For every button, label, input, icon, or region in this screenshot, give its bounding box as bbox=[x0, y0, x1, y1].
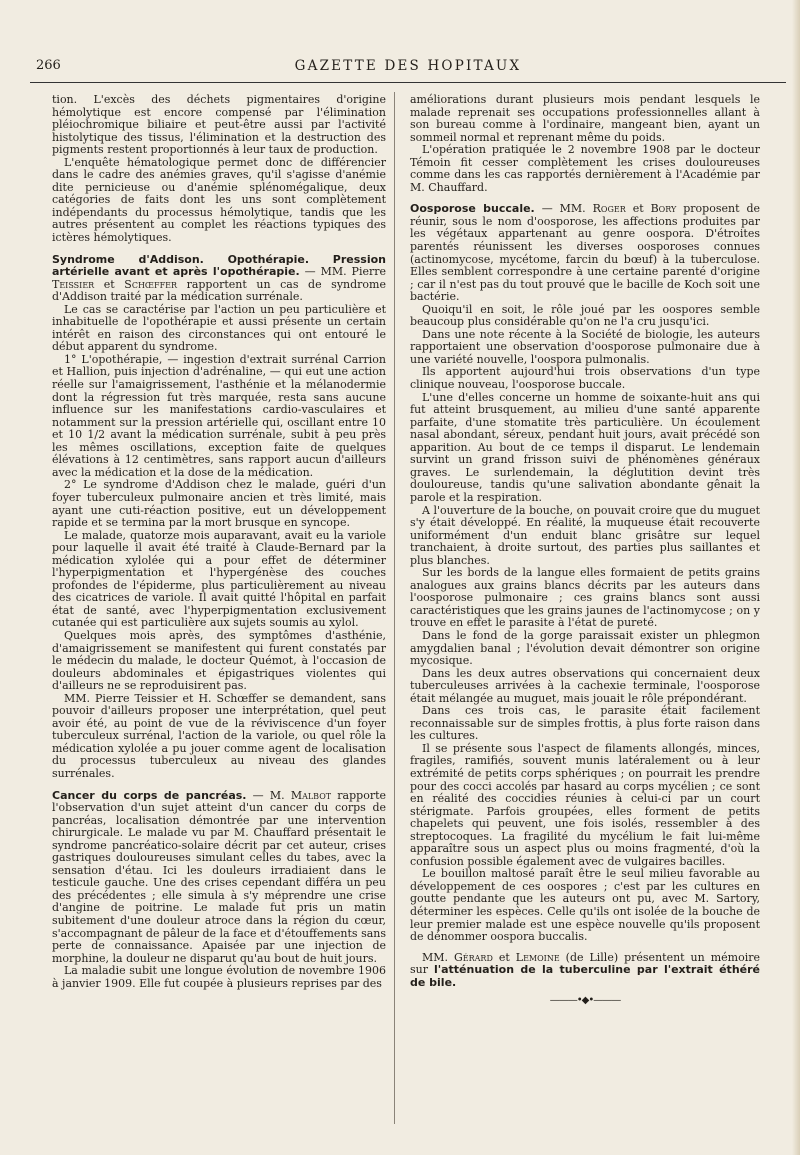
text-run: — M. bbox=[246, 788, 291, 802]
addison-heading: Syndrome d'Addison. Opothérapie. Pression artérielle avant et après l'opothérapie. bbox=[52, 252, 386, 279]
paragraph: améliorations durant plusieurs mois pendant lesquels le malade reprenait ses occupations professionnelles allant à son bureau comme à l'ordinaire, mangeant bien, ayant un sommeil normal et reprenant même du poids. bbox=[410, 93, 760, 144]
gerard-section bbox=[410, 952, 760, 990]
paragraph: L'enquête hématologique permet donc de différencier dans le cadre des anémies graves, qu'il s'agisse d'anémie dite pernicieuse ou d'anémie splénomégalique, deux catégories de faits dont les uns sont complètement indépendants du processus hémolytique, tandis que les autres présentent au complet les réactions typiques des ictères hémolytiques. bbox=[52, 155, 386, 245]
paragraph: Dans une note récente à la Société de biologie, les auteurs rapportaient une observation d'oosporose pulmonaire due à une variété nouvelle, l'oospora pulmonalis. bbox=[410, 327, 760, 366]
paragraph: Quoiqu'il en soit, le rôle joué par les oospores semble beaucoup plus considérable qu'on ne l'a cru jusqu'ici. bbox=[410, 302, 760, 329]
text-run: et bbox=[94, 277, 125, 291]
author-name: Teissier bbox=[52, 277, 95, 291]
paragraph: tion. L'excès des déchets pigmentaires d'origine hémolytique est encore compensé par l'élimination pléiochromique biliaire et peut-être aussi par l'activité histolytique des tissus, l'élimination et la destruction des pigments restent proportionnés à leur taux de production. bbox=[52, 93, 386, 157]
paragraph: Sur les bords de la langue elles formaient de petits grains analogues aux grains blancs décrits par les auteurs dans l'oosporose pulmonaire ; ces grains blancs sont aussi caractéristiques que les grains jaunes de l'actinomycose ; on y trouve en effet le parasite à l'état de pureté. bbox=[410, 566, 760, 630]
paragraph: Dans le fond de la gorge paraissait exister un phlegmon amygdalien banal ; l'évolution devait démontrer son origine mycosique. bbox=[410, 628, 760, 668]
paragraph: La maladie subit une longue évolution de novembre 1906 à janvier 1909. Elle fut coupée à plusieurs reprises par des bbox=[52, 964, 386, 990]
text-run: MM. bbox=[422, 950, 454, 964]
paragraph: 2° Le syndrome d'Addison chez le malade, guéri d'un foyer tuberculeux pulmonaire ancien et très limité, mais ayant une cuti-réaction positive, eut un développement rapide et se termina par la mort brusque en syncope. bbox=[52, 478, 386, 530]
oosporose-section bbox=[410, 203, 760, 303]
author-name: Roger bbox=[592, 202, 626, 216]
text-run: — MM. Pierre bbox=[299, 265, 387, 279]
left-column bbox=[52, 94, 386, 990]
addison-section bbox=[52, 254, 386, 304]
author-name: Bory bbox=[650, 202, 677, 216]
journal-title: GAZETTE DES HOPITAUX bbox=[294, 58, 522, 74]
author-name: Schœffer bbox=[124, 277, 177, 291]
gerard-heading: l'atténuation de la tuberculine par l'extrait éthéré de bile. bbox=[410, 963, 760, 989]
page-number: 266 bbox=[36, 58, 61, 73]
paragraph: Quelques mois après, des symptômes d'asthénie, d'amaigrissement se manifestent qui furent constatés par le médecin du malade, le docteur Quémot, à l'occasion de douleurs abdominales et épigastriques violentes qui d'ailleurs ne se reproduisirent pas. bbox=[52, 628, 386, 693]
page-header bbox=[30, 54, 786, 80]
column-divider bbox=[394, 92, 395, 1124]
paragraph: 1° L'opothérapie, — ingestion d'extrait surrénal Carrion et Hallion, puis injection d'adrénaline, — qui eut une action réelle sur l'amaigrissement, l'asthénie et la mélanodermie dont la régression fut très marquée, resta sans aucune influence sur les manifestations cardio-vasculaires et notamment sur la pression artérielle qui, oscillant entre 10 et 10 1/2 avant la médication surrénale, subit à peu près les mêmes oscillations, exception faite de quelques élévations à 12 centimètres, sans rapport aucun d'ailleurs avec la médication et la dose de la médication. bbox=[52, 352, 386, 479]
author-name: Malbot bbox=[290, 788, 332, 802]
oosporose-heading: Oosporose buccale. bbox=[410, 202, 535, 216]
end-ornament: ———•◆•——— bbox=[549, 995, 621, 1007]
header-rule bbox=[30, 82, 786, 83]
paragraph: Il se présente sous l'aspect de filaments allongés, minces, fragiles, ramifiés, souvent munis latéralement ou à leur extrémité de petits corps sphériques ; on pourrait les prendre pour des cocci accolés par hasard au corps mycélien ; ce sont en réalité des coccidies réunies à celui-ci par un court stérigmate. Parfois groupées, elles forment de petits chapelets qui peuvent, une fois isolés, ressembler à des streptocoques. La fragilité du mycélium le fait lui-même apparaître sous un aspect plus ou moins fragmenté, d'où la confusion possible également avec de vulgaires bacilles. bbox=[410, 741, 760, 868]
paragraph: Le cas se caractérise par l'action un peu particulière et inhabituelle de l'opothérapie et aussi présente un certain intérêt en raison des circonstances qui ont entouré le début apparent du syndrome. bbox=[52, 302, 386, 354]
paragraph: L'une d'elles concerne un homme de soixante-huit ans qui fut atteint brusquement, au milieu d'une santé apparente parfaite, d'une stomatite très particulière. Un écoulement nasal abondant, séreux, pendant huit jours, avait précédé son apparition. Au bout de ce temps il disparut. Le lendemain survint un grand frisson suivi de phénomènes généraux graves. Le surlendemain, la déglutition devint très douloureuse, tandis qu'une salivation abondante gênait la parole et la respiration. bbox=[410, 390, 760, 504]
text-run: et bbox=[625, 202, 651, 216]
paragraph: Dans ces trois cas, le parasite était facilement reconnaissable sur de simples frottis, à plus forte raison dans les cultures. bbox=[410, 704, 760, 743]
paragraph: Ils apportent aujourd'hui trois observations d'un type clinique nouveau, l'oosporose buccale. bbox=[410, 365, 760, 392]
paragraph: Le malade, quatorze mois auparavant, avait eu la variole pour laquelle il avait été traité à Claude-Bernard par la médication xylolée qui a pour effet de déterminer l'hyperpigmentation et l'hypergénèse des couches profondes de l'épiderme, plus particulièrement au niveau des cicatrices de variole. Il avait quitté l'hôpital en parfait état de santé, avec l'hyperpigmentation exclusivement cutanée qui est particulière aux sujets soumis au xylol. bbox=[52, 528, 386, 630]
text-run: et bbox=[492, 950, 516, 964]
text-run: rapportent un cas de syndrome d'Addison traité par la médication surrénale. bbox=[52, 277, 386, 304]
paragraph: L'opération pratiquée le 2 novembre 1908 par le docteur Témoin fit cesser complètement les crises douloureuses comme dans les cas rapportés dernièrement à l'Académie par M. Chauffard. bbox=[410, 143, 760, 194]
text-run: — MM. bbox=[534, 202, 593, 216]
paragraph: MM. Pierre Teissier et H. Schœffer se demandent, sans pouvoir d'ailleurs proposer une interprétation, quel peut avoir été, au point de vue de la réviviscence d'un foyer tuberculeux surrénal, l'action de la variole, ou quel rôle la médication xylolée a pu jouer comme agent de localisation du processus tuberculeux au niveau des glandes surrénales. bbox=[52, 691, 386, 780]
paragraph: Dans les deux autres observations qui concernaient deux tuberculeuses arrivées à la cachexie terminale, l'oosporose était mélangée au muguet, mais jouait le rôle prépondérant. bbox=[410, 666, 760, 705]
page-edge-shadow bbox=[792, 0, 800, 1155]
cancer-heading: Cancer du corps de pancréas. bbox=[52, 788, 247, 802]
text-run: rapporte l'observation d'un sujet atteint d'un cancer du corps de pancréas, localisation démontrée par une intervention chirurgicale. Le malade vu par M. Chauffard présentait le syndrome pancréatico-solaire décrit par cet auteur, crises gastriques douloureuses simulant celles du tabes, avec la sensation d'étau. Ici les douleurs irradiaient dans le testicule gauche. Une des crises cependant différa un peu des précédentes ; elle simula à s'y méprendre une crise d'angine de poitrine. Le malade fut pris un matin subitement d'une douleur atroce dans la région du cœur, s'accompagnant de pâleur de la face et d'étouffements sans perte de connaissance. Apaisée par une injection de morphine, la douleur ne disparut qu'au bout de huit jours. bbox=[52, 788, 387, 965]
author-name: Lemoine bbox=[515, 950, 560, 964]
paragraph: Le bouillon maltosé paraît être le seul milieu favorable au développement de ces oospores ; c'est par les cultures en goutte pendante que les auteurs ont pu, avec M. Sartory, déterminer les espèces. Celle qu'ils ont isolée de la bouche de leur premier malade est une espèce nouvelle qu'ils proposent de dénommer oospora buccalis. bbox=[410, 867, 760, 944]
text-run: (de Lille) présentent un mémoire sur bbox=[410, 950, 760, 977]
author-name: Gérard bbox=[454, 950, 493, 964]
right-column bbox=[410, 94, 760, 1008]
paragraph: A l'ouverture de la bouche, on pouvait croire que du muguet s'y était développé. En réalité, la muqueuse était recouverte uniformément d'un enduit blanc grisâtre sur lequel tranchaient, à droite surtout, des parties plus saillantes et plus blanches. bbox=[410, 503, 760, 567]
cancer-section bbox=[52, 790, 386, 966]
text-run: proposent de réunir, sous le nom d'oosporose, les affections produites par les végétaux appartenant au genre oospora. D'étroites parentés réunissent les diverses oosporoses connues (actinomycose, mycétome, farcin du bœuf) à la tuberculose. Elles semblent correspondre à une certaine parenté d'origine ; car il n'est pas du tout prouvé que le bacille de Koch soit une bactérie. bbox=[410, 202, 760, 304]
